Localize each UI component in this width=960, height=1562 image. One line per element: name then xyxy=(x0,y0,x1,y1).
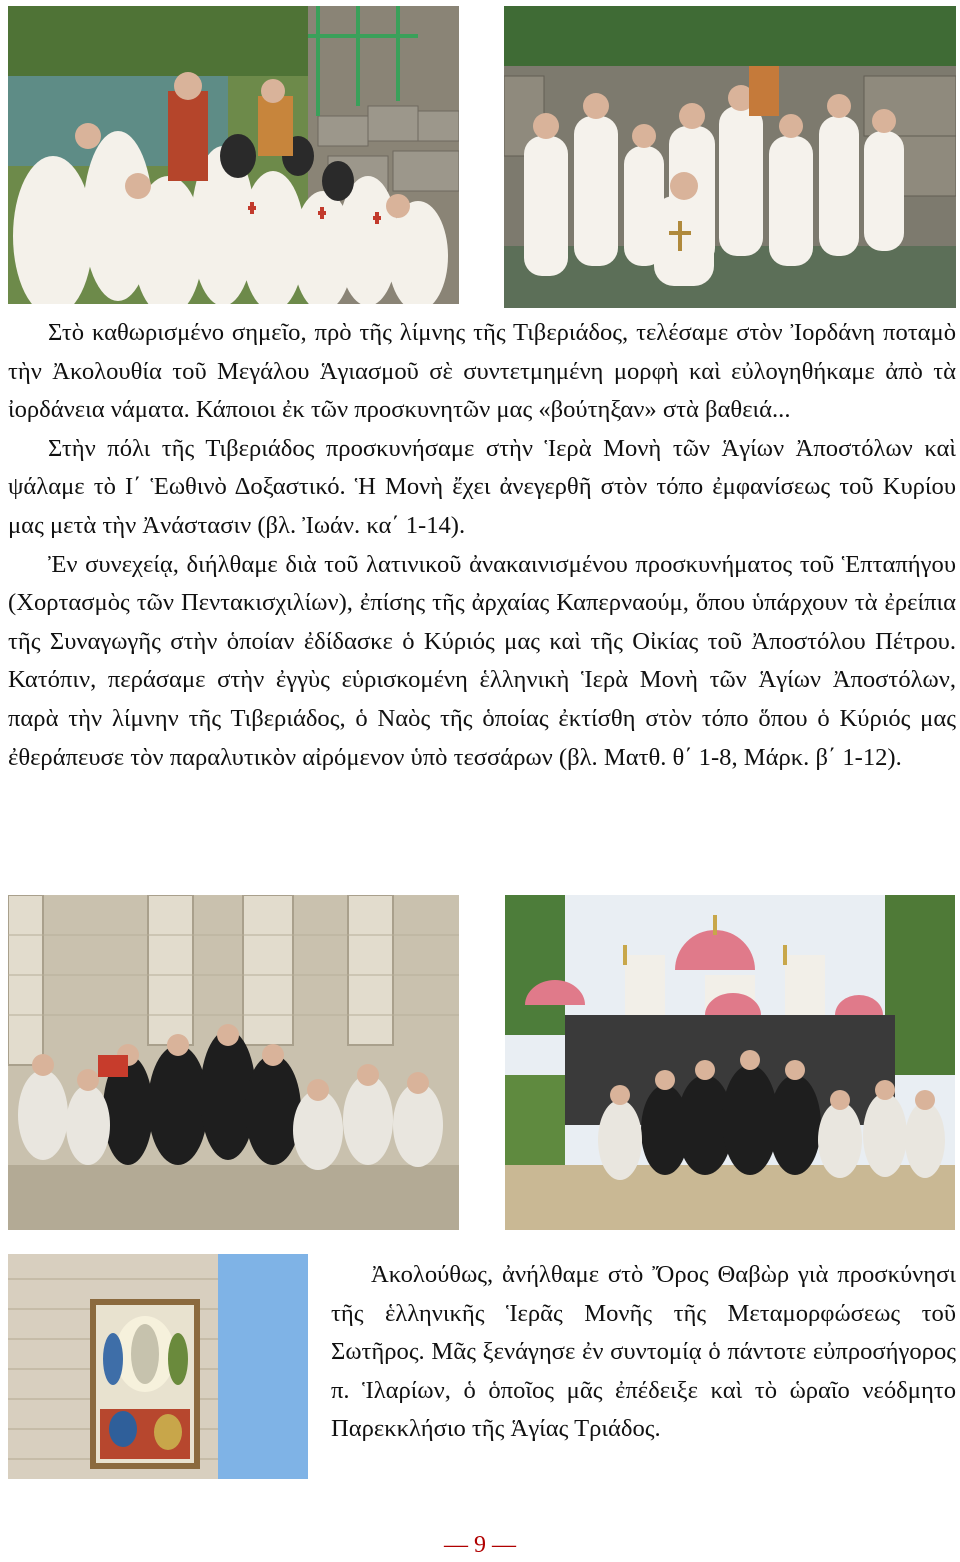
paragraph-capernaum: Ἐν συνεχείᾳ, διήλθαμε διὰ τοῦ λατινικοῦ ἀνακαινισμένου προσκυνήματος τοῦ Ἑπταπήγου (Χορτασμὸς τῶν Πεντακισχιλίων), ἐπίσης τῆς ἀρχαίας Καπερναούμ, ὅπου ὑπάρχουν τὰ ἐρείπια τῆς Συναγωγῆς στὴν ὁποίαν ἐδίδασκε ὁ Κύριός μας καὶ τῆς Οἰκίας τοῦ Ἀποστόλου Πέτρου. Κατόπιν, περάσαμε στὴν ἐγγὺς εὑρισκομένη ἑλληνικὴ Ἱερὰ Μονὴ τῶν Ἁγίων Ἀποστόλων, παρὰ τὴν λίμνην τῆς Τιβεριάδος, ὁ Ναὸς τῆς ὁποίας ἐκτίσθη στὸν τόπο ὅπου ὁ Κύριός μας ἐθεράπευσε τὸν παραλυτικὸν αἰρόμενον ὑπὸ τεσσάρων (βλ. Ματθ. θ΄ 1-8, Μάρκ. β΄ 1-12). xyxy=(8,550,956,771)
photo-jordan-blessing xyxy=(8,6,459,304)
photo-transfiguration-mosaic xyxy=(8,1254,308,1479)
side-text xyxy=(331,1256,956,1449)
photo-capernaum-group xyxy=(8,895,459,1230)
paragraph-tiberias: Στὴν πόλι τῆς Τιβεριάδος προσκυνήσαμε στὴν Ἱερὰ Μονὴ τῶν Ἁγίων Ἀποστόλων καὶ ψάλαμε τὸ Ι΄ Ἑωθινὸ Δοξαστικό. Ἡ Μονὴ ἔχει ἀνεγερθῆ στὸν τόπο ἐμφανίσεως τοῦ Κυρίου μας μετὰ τὴν Ἀνάστασιν (βλ. Ἰωάν. κα΄ 1-14). xyxy=(8,434,956,539)
photo-pilgrims-in-river xyxy=(504,6,956,308)
paragraph-tabor: Ἀκολούθως, ἀνήλθαμε στὸ Ὄρος Θαβὼρ γιὰ προσκύνησι τῆς ἑλληνικῆς Ἱερᾶς Μονῆς τῆς Μεταμορφώσεως τοῦ Σωτῆρος. Μᾶς ξενάγησε ἐν συντομίᾳ ὁ πάντοτε εὐπροσήγορος π. Ἱλαρίων, ὁ ὁποῖος μᾶς ἐπέδειξε καὶ τὸ ὡραῖο νεόδμητο Παρεκκλήσιο τῆς Ἁγίας Τριάδος. xyxy=(331,1261,956,1443)
photo-monastery-group xyxy=(505,895,955,1230)
main-text xyxy=(8,314,956,777)
page-number: — 9 — xyxy=(444,1532,516,1558)
paragraph-jordan: Στὸ καθωρισμένο σημεῖο, πρὸ τῆς λίμνης τῆς Τιβεριάδος, τελέσαμε στὸν Ἰορδάνη ποταμὸ τὴν Ἀκολουθία τοῦ Μεγάλου Ἁγιασμοῦ σὲ συντετμημένη μορφὴ καὶ εὐλογηθήκαμε ἀπὸ τὰ ἰορδάνεια νάματα. Κάποιοι ἐκ τῶν προσκυνητῶν μας «βούτηξαν» στὰ βαθειά... xyxy=(8,319,956,424)
